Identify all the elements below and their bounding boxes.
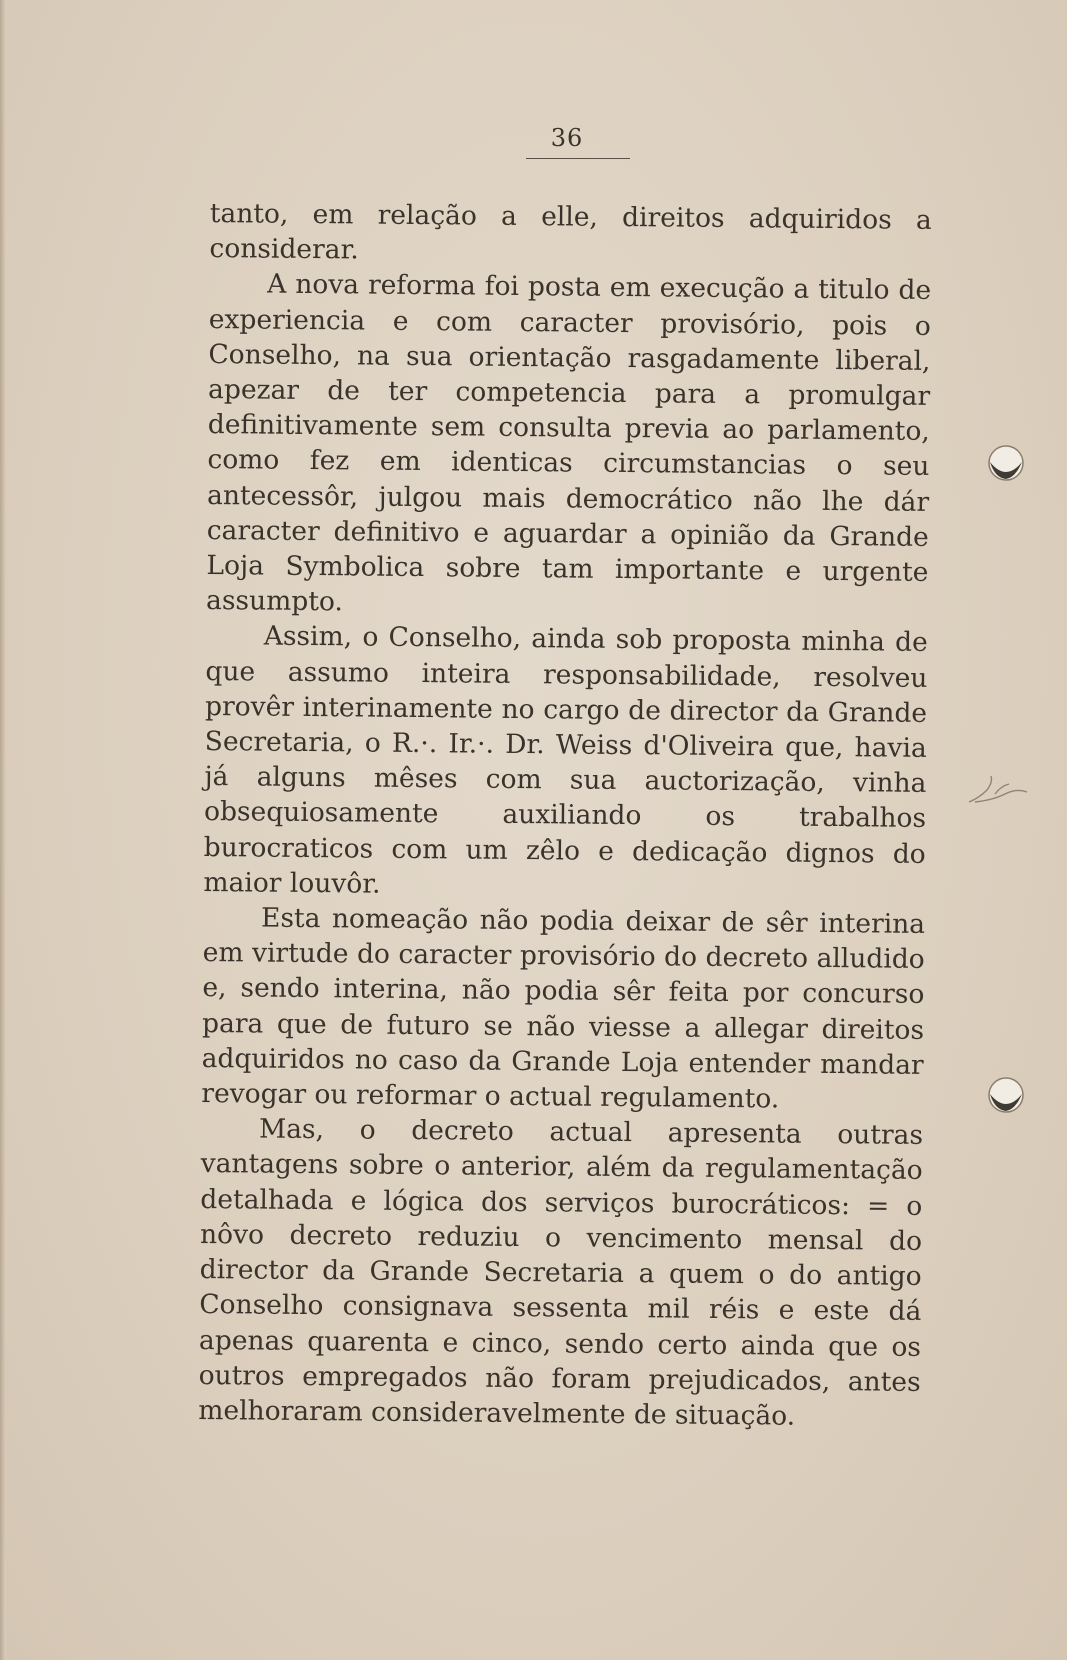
- page-edge: [0, 0, 6, 1660]
- binding-hole-bottom: [985, 1074, 1027, 1116]
- body-text: [198, 196, 932, 1435]
- paragraph-5: Mas, o decreto actual apresenta outras vantagens sobre o anterior, além da regulamentação detalhada e lógica dos serviços burocráticos: = o nôvo decreto reduziu o vencimento mensal do director da Grande Secretaria a quem o do antigo Conselho consignava sessenta mil réis e este dá apenas quarenta e cinco, sendo certo ainda que os outros empregados não foram prejudicados, antes melhoraram consideravelmente de situação.: [198, 1113, 924, 1432]
- binding-hole-top: [985, 442, 1027, 484]
- paragraph-4: Esta nomeação não podia deixar de sêr interina em virtude do caracter provisório do decreto alludido e, sendo interina, não podia sêr feita por concurso para que de futuro se não viesse a allegar direitos adquiridos no caso da Grande Loja entender mandar revogar ou reformar o actual regulamento.: [201, 902, 926, 1115]
- paragraph-3: Assim, o Conselho, ainda sob proposta minha de que assumo inteira responsabilidade, resolveu provêr interinamente no cargo de director da Grande Secretaria, o R.·. Ir.·. Dr. Weiss d'Oliveira que, havia já alguns mêses com sua auctorização, vinha obsequiosamente auxiliando os trabalhos burocraticos com um zêlo e dedicação dignos do maior louvôr.: [203, 620, 928, 900]
- margin-scribble-icon: [965, 772, 1031, 812]
- paragraph-1: tanto, em relação a elle, direitos adquiridos a considerar.: [209, 197, 932, 266]
- paragraph-2: A nova reforma foi posta em execução a titulo de experiencia e com caracter provisório, pois o Conselho, na sua orientação rasgadamente liberal, apezar de ter competencia para a promulgar definitivamente sem consulta previa ao parlamento, como fez em identicas circumstancias o seu antecessôr, julgou mais democrático não lhe dár caracter definitivo e aguardar a opinião da Grande Loja Symbolica sobre tam importante e urgente assumpto.: [205, 268, 932, 618]
- page-number-rule: [526, 158, 630, 159]
- page-number: 36: [550, 124, 584, 152]
